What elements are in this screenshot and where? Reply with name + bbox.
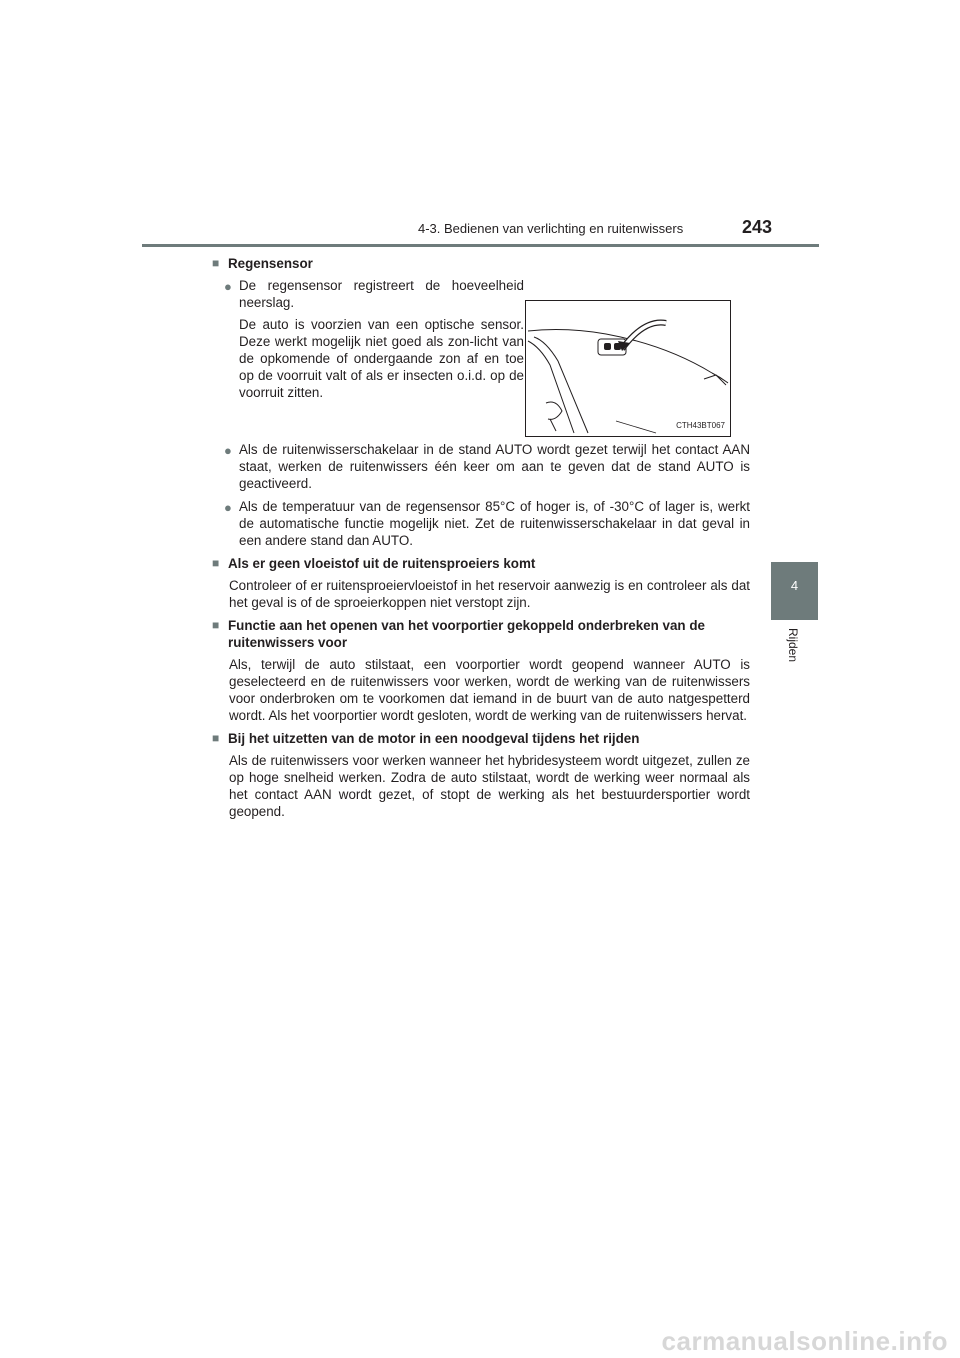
bullet-detail: De auto is voorzien van een optische sensor. Deze werkt mogelijk niet goed als zon-licht van de opkomende of ondergaande zon af en toe op de voorruit valt of als er insecten o.i.d. op de voorruit zitten. (239, 317, 524, 400)
header-rule (142, 244, 819, 247)
watermark (0, 1324, 960, 1358)
windshield-illustration (526, 301, 730, 436)
page-content (212, 255, 750, 826)
chapter-tab (771, 562, 818, 620)
chapter-number: 4 (790, 578, 799, 593)
rain-sensor-intro (212, 277, 750, 437)
bullet-text: De regensensor registreert de hoeveelheid neerslag. (239, 278, 524, 310)
figure-code: CTH43BT067 (676, 421, 725, 430)
header-section-title: 4-3. Bedienen van verlichting en ruitenwissers (418, 221, 684, 236)
bullet-rain-sensor-3 (212, 498, 750, 549)
bullet-dot-icon: ● (224, 279, 232, 294)
door-text: Als, terwijl de auto stilstaat, een voorportier wordt geopend wanneer AUTO is geselecteerd en de ruitenwissers voor werken, wordt de werking van de ruitenwissers voor onderbroken om te voorkomen dat iemand in de buurt van de auto natgespetterd wordt. Als het voorportier wordt gesloten, wordt de werking van de ruitenwissers hervat. (229, 657, 750, 723)
heading-emergency: ■ Bij het uitzetten van de motor in een noodgeval tijdens het rijden (212, 730, 750, 747)
windshield-sensor-figure (525, 300, 731, 437)
page-number: 243 (742, 217, 773, 237)
heading-washer: ■ Als er geen vloeistof uit de ruitensproeiers komt (212, 555, 750, 572)
emergency-text: Als de ruitenwissers voor werken wanneer het hybridesysteem wordt uitgezet, zullen ze op hoge snelheid werken. Zodra de auto stilstaat, wordt de werking weer normaal als het contact AAN wordt gezet, of stopt de werking als het bestuurdersportier wordt geopend. (229, 753, 750, 819)
bullet-rain-sensor-2 (212, 441, 750, 492)
watermark-text: carmanualsonline.info (661, 1326, 948, 1356)
bullet-dot-icon: ● (224, 500, 232, 515)
bullet-dot-icon: ● (224, 443, 232, 458)
chapter-label: Rijden (786, 628, 800, 663)
heading-rain-sensor: ■ Regensensor (212, 255, 750, 272)
bullet-text: Als de temperatuur van de regensensor 85°C of hoger is, of -30°C of lager is, werkt de automatische functie mogelijk niet. Zet de ruitenwisserschakelaar in dat geval in een andere stand dan AUTO. (239, 499, 750, 548)
washer-text: Controleer of er ruitensproeiervloeistof in het reservoir aanwezig is en controleer als dat het geval is of de sproeierkoppen niet verstopt zijn. (229, 578, 750, 610)
bullet-text: Als de ruitenwisserschakelaar in de stand AUTO wordt gezet terwijl het contact AAN staat, werken de ruitenwissers één keer om aan te geven dat de stand AUTO is geactiveerd. (239, 442, 750, 491)
heading-door: ■ Functie aan het openen van het voorportier gekoppeld onderbreken van de ruitenwissers voor (212, 617, 750, 651)
bullet-rain-sensor-1 (212, 277, 524, 401)
